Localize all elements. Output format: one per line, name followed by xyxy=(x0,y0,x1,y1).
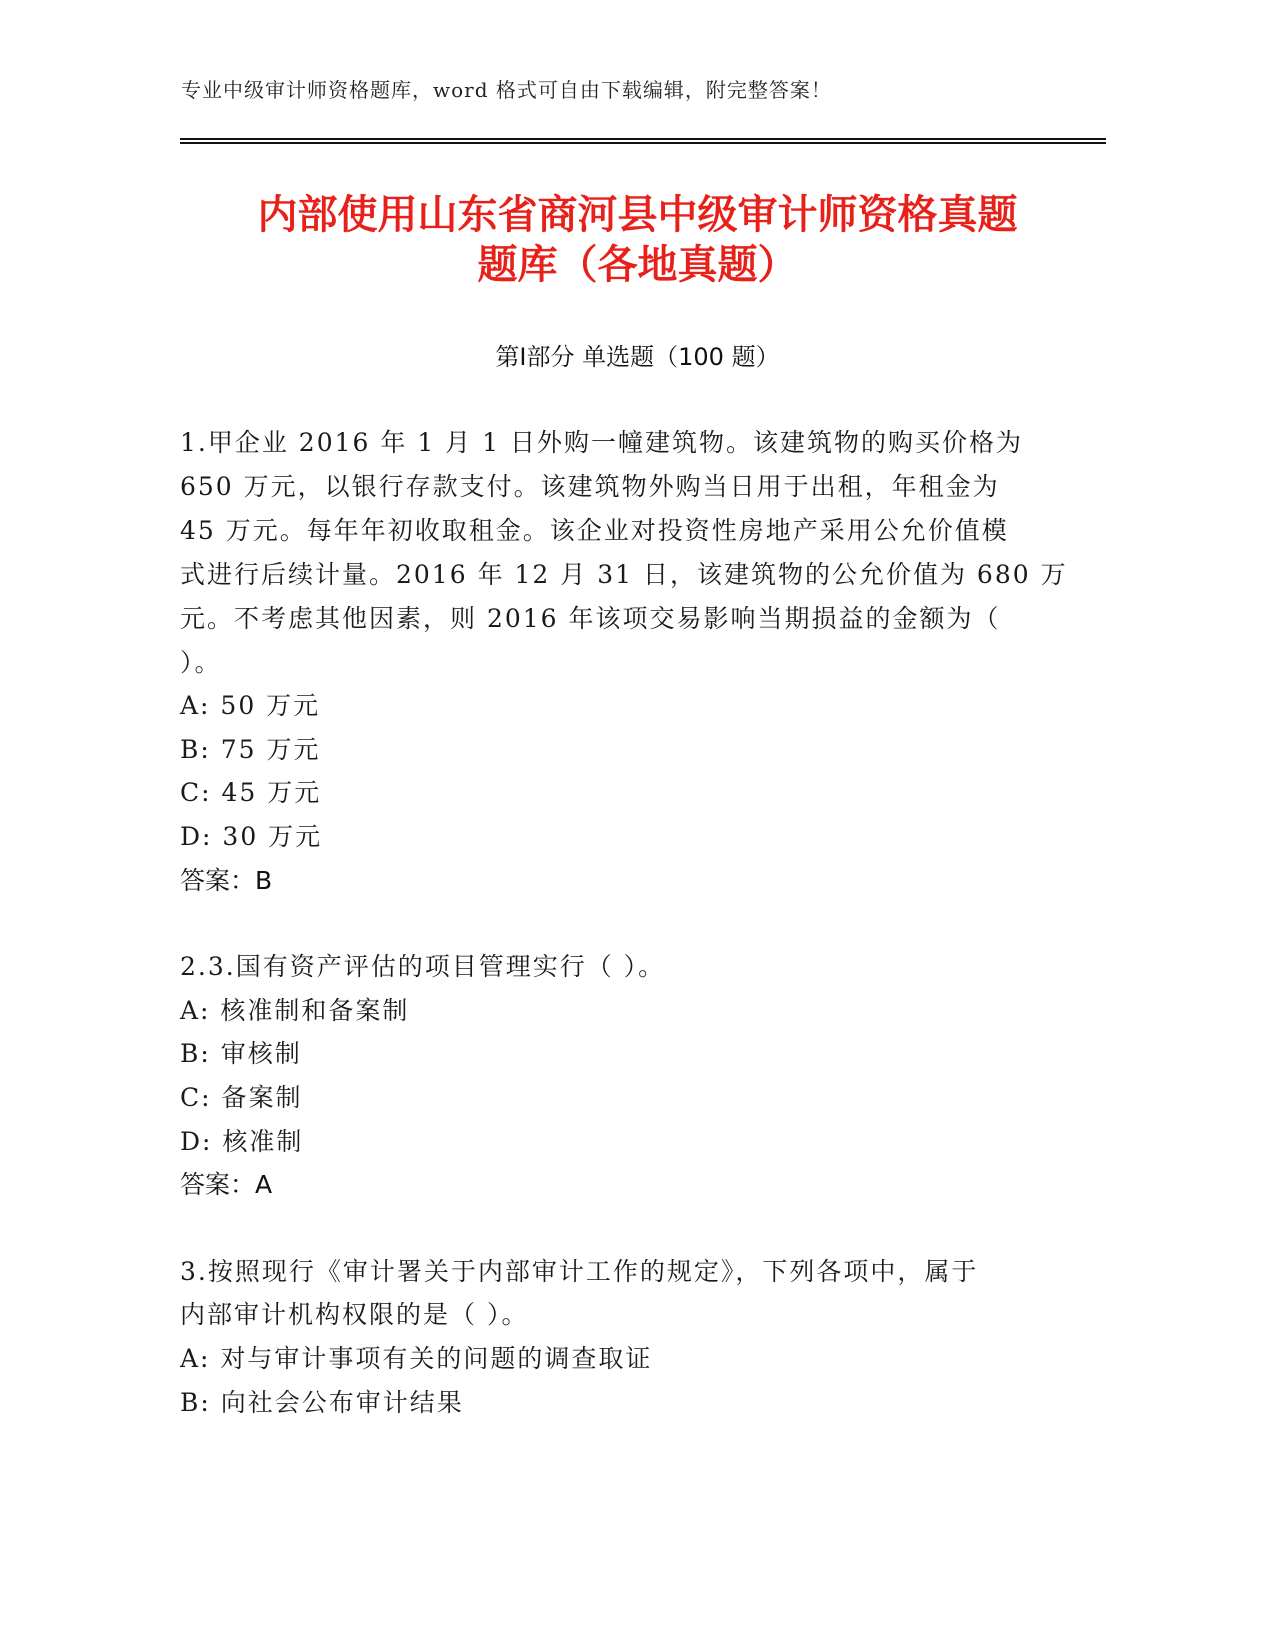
question-3-text-line-2: 内部审计机构权限的是（ ）。 xyxy=(180,1300,529,1329)
document-title-line-1: 内部使用山东省商河县中级审计师资格真题 xyxy=(257,192,1018,238)
question-2-text-line-1: 2.3.国有资产评估的项目管理实行（ ）。 xyxy=(180,952,666,981)
question-2-option-c: C: 备案制 xyxy=(180,1083,303,1112)
question-1-text-line-2: 650 万元，以银行存款支付。该建筑物外购当日用于出租，年租金为 xyxy=(180,472,1000,501)
question-1-text-line-6: ）。 xyxy=(180,648,222,677)
question-3-option-a: A: 对与审计事项有关的问题的调查取证 xyxy=(180,1344,653,1373)
question-1-answer: 答案：B xyxy=(180,866,273,895)
question-1-text-line-1: 1.甲企业 2016 年 1 月 1 日外购一幢建筑物。该建筑物的购买价格为 xyxy=(180,428,1023,457)
question-2-option-d: D: 核准制 xyxy=(180,1127,304,1156)
question-1-option-b: B: 75 万元 xyxy=(180,735,321,764)
question-3-text-line-1: 3.按照现行《审计署关于内部审计工作的规定》，下列各项中，属于 xyxy=(180,1257,979,1286)
question-2-option-a: A: 核准制和备案制 xyxy=(180,996,410,1025)
question-1-text-line-4: 式进行后续计量。2016 年 12 月 31 日，该建筑物的公允价值为 680 万 xyxy=(180,560,1068,589)
question-2-answer: 答案：A xyxy=(180,1170,273,1199)
question-1-option-a: A: 50 万元 xyxy=(180,691,321,720)
question-1-option-c: C: 45 万元 xyxy=(180,778,322,807)
document-title-line-2: 题库（各地真题） xyxy=(477,242,798,288)
question-1-text-line-3: 45 万元。每年年初收取租金。该企业对投资性房地产采用公允价值模 xyxy=(180,516,1009,545)
header-note: 专业中级审计师资格题库，word 格式可自由下载编辑，附完整答案！ xyxy=(181,78,832,102)
question-1-option-d: D: 30 万元 xyxy=(180,822,323,851)
question-3-option-b: B: 向社会公布审计结果 xyxy=(180,1388,464,1417)
question-1-text-line-5: 元。不考虑其他因素，则 2016 年该项交易影响当期损益的金额为（ xyxy=(180,604,1001,633)
section-title: 第Ⅰ部分 单选题（100 题） xyxy=(495,343,780,371)
header-divider xyxy=(180,138,1106,144)
question-2-option-b: B: 审核制 xyxy=(180,1039,302,1068)
